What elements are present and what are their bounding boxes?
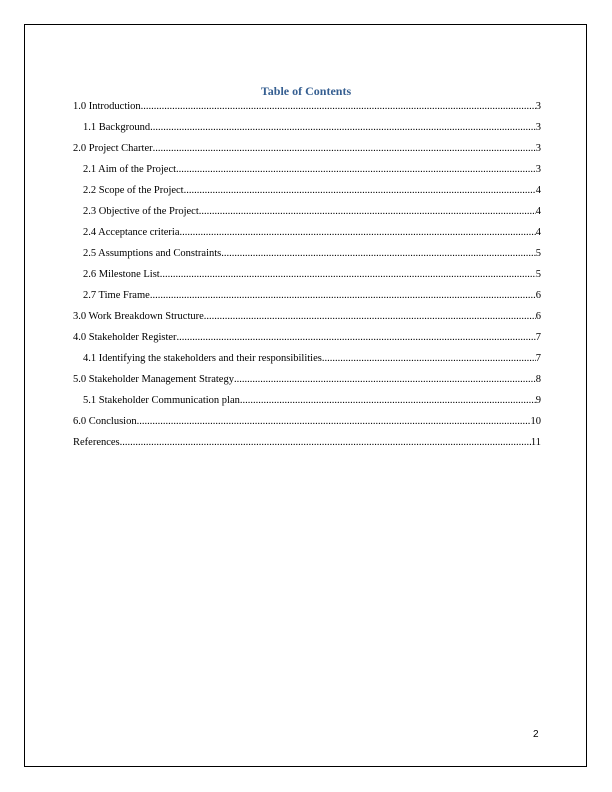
toc-title: Table of Contents	[260, 84, 352, 98]
toc-dot-leader	[199, 201, 536, 222]
toc-dot-leader	[150, 285, 536, 306]
toc-entry-page: 5	[535, 248, 541, 259]
toc-entry-label: 2.7 Time Frame	[83, 290, 150, 301]
toc-entry-label: 5.0 Stakeholder Management Strategy	[73, 374, 234, 385]
toc-list	[73, 96, 541, 453]
toc-entry-label: 6.0 Conclusion	[73, 416, 137, 427]
toc-entry-page: 4	[535, 206, 541, 217]
toc-dot-leader	[204, 306, 536, 327]
toc-entry-label: 4.1 Identifying the stakeholders and their responsibilities	[83, 353, 322, 364]
toc-dot-leader	[322, 348, 536, 369]
toc-entry[interactable]	[73, 222, 541, 243]
toc-entry-page: 7	[535, 353, 541, 364]
toc-dot-leader	[150, 117, 536, 138]
toc-dot-leader	[137, 411, 531, 432]
toc-entry-label: 2.5 Assumptions and Constraints	[83, 248, 222, 259]
toc-entry-label: 2.0 Project Charter	[73, 143, 153, 154]
toc-entry-label: 2.4 Acceptance criteria	[83, 227, 180, 238]
toc-dot-leader	[221, 243, 535, 264]
toc-entry[interactable]	[73, 243, 541, 264]
toc-entry-page: 3	[535, 101, 541, 112]
toc-entry-label: 1.0 Introduction	[73, 101, 141, 112]
toc-entry-page: 7	[535, 332, 541, 343]
toc-entry-label: References	[73, 437, 120, 448]
toc-dot-leader	[234, 369, 536, 390]
toc-entry-label: 2.3 Objective of the Project	[83, 206, 199, 217]
toc-dot-leader	[177, 327, 536, 348]
toc-entry-label: 3.0 Work Breakdown Structure	[73, 311, 204, 322]
toc-entry[interactable]	[73, 327, 541, 348]
toc-entry-page: 9	[535, 395, 541, 406]
toc-entry-page: 6	[535, 311, 541, 322]
toc-entry[interactable]	[73, 96, 541, 117]
toc-entry[interactable]	[73, 159, 541, 180]
toc-entry-page: 3	[535, 164, 541, 175]
toc-entry[interactable]	[73, 369, 541, 390]
toc-entry[interactable]	[73, 285, 541, 306]
toc-dot-leader	[176, 159, 536, 180]
toc-entry-page: 3	[535, 122, 541, 133]
toc-entry[interactable]	[73, 411, 541, 432]
toc-entry-page: 3	[535, 143, 541, 154]
toc-entry-page: 6	[535, 290, 541, 301]
toc-entry[interactable]	[73, 264, 541, 285]
toc-entry-page: 4	[535, 227, 541, 238]
toc-dot-leader	[141, 96, 536, 117]
toc-dot-leader	[184, 180, 536, 201]
toc-entry-page: 5	[535, 269, 541, 280]
toc-dot-leader	[153, 138, 536, 159]
toc-entry-page: 8	[535, 374, 541, 385]
toc-entry[interactable]	[73, 306, 541, 327]
toc-entry-label: 5.1 Stakeholder Communication plan	[83, 395, 240, 406]
toc-entry[interactable]	[73, 180, 541, 201]
toc-entry-label: 2.6 Milestone List	[83, 269, 160, 280]
toc-entry-label: 2.1 Aim of the Project	[83, 164, 177, 175]
toc-entry-label: 1.1 Background	[83, 122, 151, 133]
toc-entry[interactable]	[73, 201, 541, 222]
toc-entry[interactable]	[73, 117, 541, 138]
toc-entry-label: 4.0 Stakeholder Register	[73, 332, 177, 343]
toc-entry-page: 10	[530, 416, 541, 427]
toc-dot-leader	[120, 432, 531, 453]
toc-entry-label: 2.2 Scope of the Project	[83, 185, 184, 196]
toc-entry[interactable]	[73, 348, 541, 369]
toc-dot-leader	[240, 390, 536, 411]
toc-entry[interactable]	[73, 138, 541, 159]
toc-entry[interactable]	[73, 432, 541, 453]
toc-entry-page: 11	[530, 437, 541, 448]
toc-dot-leader	[160, 264, 536, 285]
toc-entry-page: 4	[535, 185, 541, 196]
toc-entry[interactable]	[73, 390, 541, 411]
toc-dot-leader	[179, 222, 535, 243]
page-number: 2	[533, 729, 539, 740]
